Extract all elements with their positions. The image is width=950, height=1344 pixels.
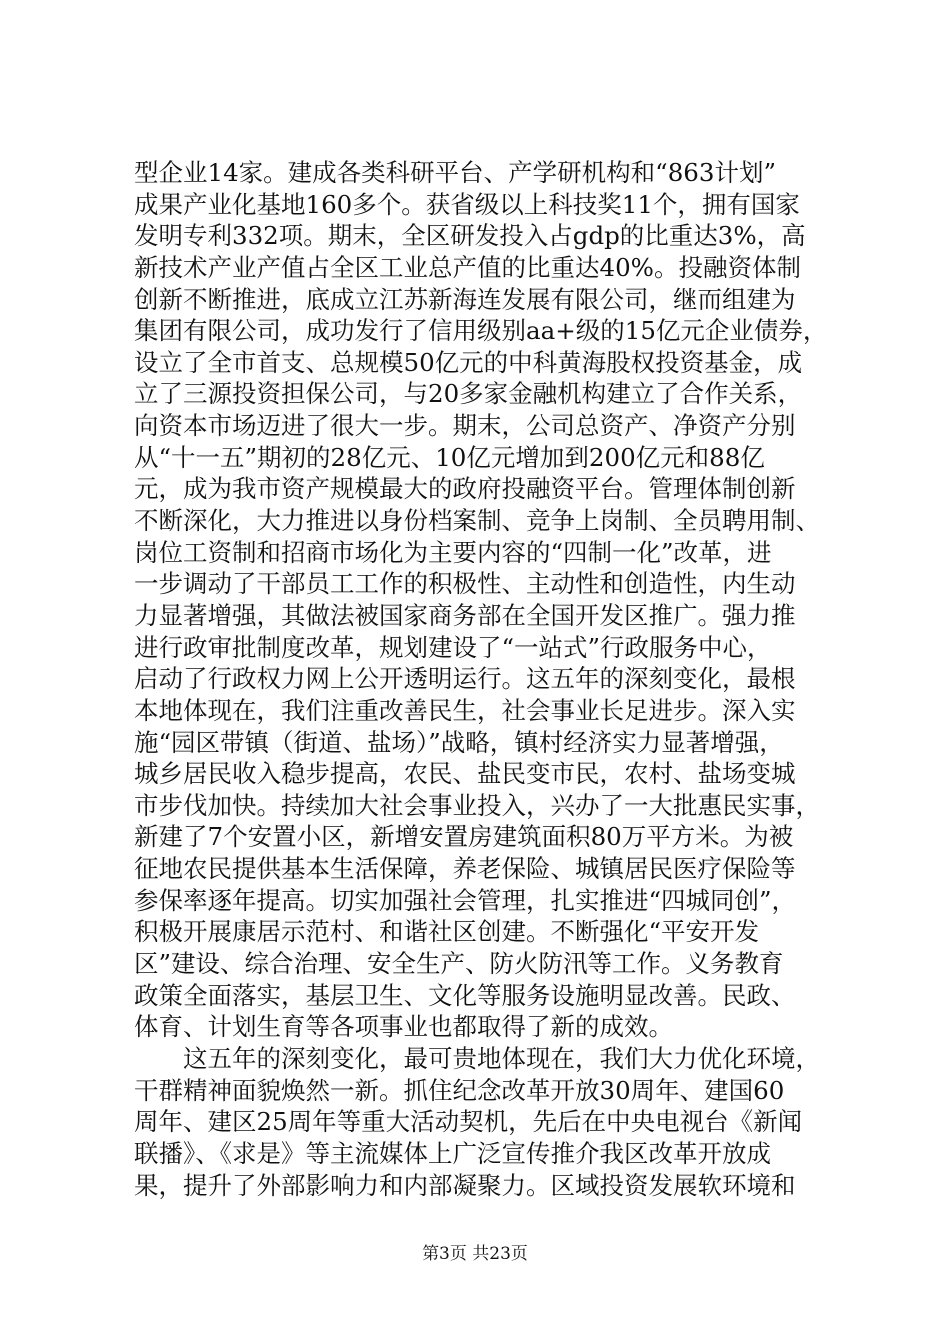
text-line: 进行政审批制度改革，规划建设了“一站式”行政服务中心， xyxy=(134,632,772,662)
paragraph-start-line: 这五年的深刻变化，最可贵地体现在，我们大力优化环境， xyxy=(183,1043,820,1073)
text-line: 型企业14家。建成各类科研平台、产学研机构和“863计划” xyxy=(134,158,776,187)
text-line: 元，成为我市资产规模最大的政府投融资平台。管理体制创新 xyxy=(134,474,796,504)
text-line: 新建了7个安置小区，新增安置房建筑面积80万平方米。为被 xyxy=(134,822,794,852)
text-line: 征地农民提供基本生活保障，养老保险、城镇居民医疗保险等 xyxy=(134,854,796,884)
text-line: 本地体现在，我们注重改善民生，社会事业长足进步。深入实 xyxy=(134,695,796,725)
text-line: 创新不断推进，底成立江苏新海连发展有限公司，继而组建为 xyxy=(134,284,796,314)
text-line: 体育、计划生育等各项事业也都取得了新的成效。 xyxy=(134,1012,673,1042)
text-line: 联播》、《求是》等主流媒体上广泛宣传推介我区改革开放成 xyxy=(134,1138,771,1168)
text-line: 成果产业化基地160多个。获省级以上科技奖11个，拥有国家 xyxy=(134,189,800,219)
text-line: 从“十一五”期初的28亿元、10亿元增加到200亿元和88亿 xyxy=(134,442,765,472)
text-line: 政策全面落实，基层卫生、文化等服务设施明显改善。民政、 xyxy=(134,980,796,1010)
body-text xyxy=(134,157,834,1201)
text-line: 市步伐加快。持续加大社会事业投入，兴办了一大批惠民实事， xyxy=(134,790,820,820)
text-line: 积极开展康居示范村、和谐社区创建。不断强化“平安开发 xyxy=(134,917,760,947)
text-line: 发明专利332项。期末，全区研发投入占gdp的比重达3%，高 xyxy=(134,221,806,251)
text-line: 施“园区带镇（街道、盐场）”战略，镇村经济实力显著增强， xyxy=(134,727,784,757)
text-line: 果，提升了外部影响力和内部凝聚力。区域投资发展软环境和 xyxy=(134,1170,796,1200)
text-line: 一步调动了干部员工工作的积极性、主动性和创造性，内生动 xyxy=(134,569,796,599)
text-line: 参保率逐年提高。切实加强社会管理，扎实推进“四城同创”， xyxy=(134,885,797,915)
page-number-footer: 第3页 共23页 xyxy=(422,1244,528,1264)
text-line: 周年、建区25周年等重大活动契机，先后在中央电视台《新闻 xyxy=(134,1107,803,1137)
text-line: 新技术产业产值占全区工业总产值的比重达40%。投融资体制 xyxy=(134,252,801,282)
text-line: 不断深化，大力推进以身份档案制、竞争上岗制、全员聘用制、 xyxy=(134,506,820,536)
text-line: 启动了行政权力网上公开透明运行。这五年的深刻变化，最根 xyxy=(134,664,796,694)
text-line: 区”建设、综合治理、安全生产、防火防汛等工作。义务教育 xyxy=(134,949,784,979)
text-line: 向资本市场迈进了很大一步。期末，公司总资产、净资产分别 xyxy=(134,411,796,441)
text-line: 力显著增强，其做法被国家商务部在全国开发区推广。强力推 xyxy=(134,600,796,630)
text-line: 干群精神面貌焕然一新。抓住纪念改革开放30周年、建国60 xyxy=(134,1075,785,1105)
text-line: 集团有限公司，成功发行了信用级别aa+级的15亿元企业债券， xyxy=(134,316,828,346)
text-line: 城乡居民收入稳步提高，农民、盐民变市民，农村、盐场变城 xyxy=(134,759,796,789)
text-line: 岗位工资制和招商市场化为主要内容的“四制一化”改革，进 xyxy=(134,537,772,567)
text-line: 设立了全市首支、总规模50亿元的中科黄海股权投资基金，成 xyxy=(134,347,803,377)
text-line: 立了三源投资担保公司，与20多家金融机构建立了合作关系， xyxy=(134,379,803,409)
